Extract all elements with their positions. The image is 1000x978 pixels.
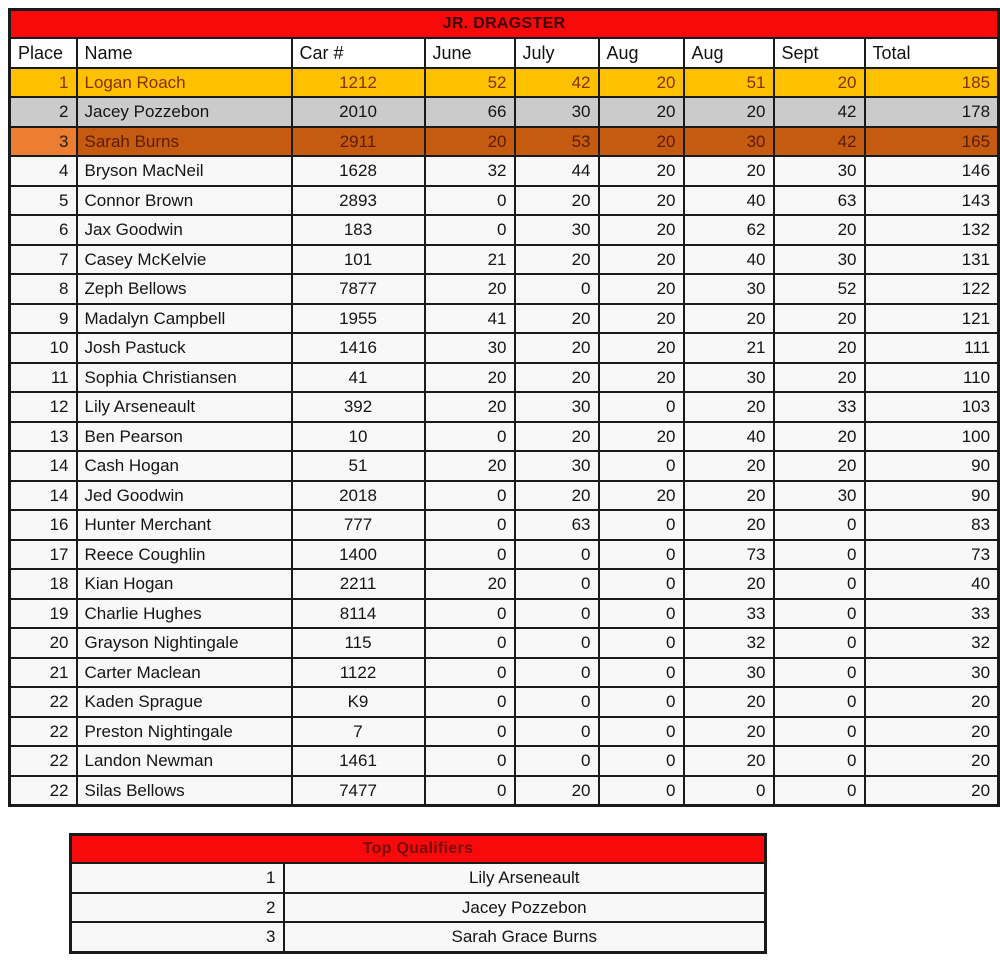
score-cell-july: 30	[515, 215, 599, 245]
table-row	[10, 628, 999, 658]
score-cell-sept: 0	[774, 687, 865, 717]
place-cell: 16	[10, 510, 77, 540]
table-row	[10, 599, 999, 629]
car-number-cell: 2893	[292, 186, 425, 216]
name-cell: Sarah Burns	[77, 127, 292, 157]
score-cell-sept: 30	[774, 245, 865, 275]
place-cell: 17	[10, 540, 77, 570]
name-cell: Lily Arseneault	[77, 392, 292, 422]
score-cell-aug2: 32	[684, 628, 774, 658]
score-cell-aug2: 62	[684, 215, 774, 245]
total-cell: 110	[865, 363, 999, 393]
total-cell: 131	[865, 245, 999, 275]
place-cell: 8	[10, 274, 77, 304]
score-cell-july: 30	[515, 97, 599, 127]
column-header: Place	[10, 38, 77, 68]
score-cell-june: 32	[425, 156, 515, 186]
score-cell-june: 20	[425, 363, 515, 393]
score-cell-aug1: 0	[599, 599, 684, 629]
name-cell: Jax Goodwin	[77, 215, 292, 245]
total-cell: 90	[865, 481, 999, 511]
table-title: JR. DRAGSTER	[10, 10, 999, 39]
place-cell: 2	[10, 97, 77, 127]
name-cell: Silas Bellows	[77, 776, 292, 806]
column-header: June	[425, 38, 515, 68]
table-row	[10, 422, 999, 452]
score-cell-july: 20	[515, 304, 599, 334]
score-cell-aug2: 20	[684, 304, 774, 334]
score-cell-aug2: 33	[684, 599, 774, 629]
name-cell: Zeph Bellows	[77, 274, 292, 304]
score-cell-aug1: 20	[599, 215, 684, 245]
car-number-cell: 7	[292, 717, 425, 747]
car-number-cell: 1628	[292, 156, 425, 186]
place-cell: 4	[10, 156, 77, 186]
table-row	[10, 156, 999, 186]
place-cell: 6	[10, 215, 77, 245]
score-cell-sept: 20	[774, 215, 865, 245]
table-row	[10, 363, 999, 393]
score-cell-july: 0	[515, 746, 599, 776]
table-row	[10, 304, 999, 334]
score-cell-aug1: 0	[599, 658, 684, 688]
place-cell: 20	[10, 628, 77, 658]
score-cell-aug2: 40	[684, 245, 774, 275]
car-number-cell: 8114	[292, 599, 425, 629]
score-cell-july: 63	[515, 510, 599, 540]
column-header: Aug	[599, 38, 684, 68]
score-cell-july: 0	[515, 687, 599, 717]
car-number-cell: K9	[292, 687, 425, 717]
column-header: July	[515, 38, 599, 68]
qualifiers-title-row	[71, 835, 766, 864]
table-row	[10, 510, 999, 540]
score-cell-june: 0	[425, 215, 515, 245]
score-cell-sept: 42	[774, 97, 865, 127]
total-cell: 111	[865, 333, 999, 363]
qualifier-rank-cell: 2	[71, 893, 284, 923]
total-cell: 146	[865, 156, 999, 186]
score-cell-sept: 20	[774, 422, 865, 452]
total-cell: 20	[865, 717, 999, 747]
score-cell-aug2: 20	[684, 97, 774, 127]
score-cell-aug2: 0	[684, 776, 774, 806]
score-cell-sept: 0	[774, 510, 865, 540]
score-cell-july: 20	[515, 776, 599, 806]
score-cell-june: 52	[425, 68, 515, 98]
score-cell-aug1: 0	[599, 746, 684, 776]
place-cell: 19	[10, 599, 77, 629]
score-cell-june: 0	[425, 540, 515, 570]
name-cell: Cash Hogan	[77, 451, 292, 481]
score-cell-july: 0	[515, 274, 599, 304]
name-cell: Madalyn Campbell	[77, 304, 292, 334]
table-row	[10, 717, 999, 747]
car-number-cell: 183	[292, 215, 425, 245]
score-cell-aug1: 20	[599, 333, 684, 363]
score-cell-aug1: 0	[599, 717, 684, 747]
total-cell: 178	[865, 97, 999, 127]
car-number-cell: 2911	[292, 127, 425, 157]
score-cell-june: 20	[425, 451, 515, 481]
name-cell: Ben Pearson	[77, 422, 292, 452]
score-cell-sept: 0	[774, 717, 865, 747]
name-cell: Reece Coughlin	[77, 540, 292, 570]
score-cell-aug2: 73	[684, 540, 774, 570]
total-cell: 40	[865, 569, 999, 599]
score-cell-sept: 0	[774, 746, 865, 776]
score-cell-aug1: 20	[599, 186, 684, 216]
car-number-cell: 10	[292, 422, 425, 452]
name-cell: Connor Brown	[77, 186, 292, 216]
qualifier-name-cell: Lily Arseneault	[284, 863, 766, 893]
score-cell-aug2: 20	[684, 156, 774, 186]
car-number-cell: 7477	[292, 776, 425, 806]
car-number-cell: 1400	[292, 540, 425, 570]
table-row	[10, 97, 999, 127]
score-cell-aug1: 20	[599, 156, 684, 186]
table-row	[10, 245, 999, 275]
car-number-cell: 7877	[292, 274, 425, 304]
car-number-cell: 2018	[292, 481, 425, 511]
score-cell-aug2: 40	[684, 186, 774, 216]
score-cell-aug1: 20	[599, 97, 684, 127]
title-row	[10, 10, 999, 39]
score-cell-aug1: 20	[599, 481, 684, 511]
standings-table	[8, 8, 1000, 807]
place-cell: 18	[10, 569, 77, 599]
score-cell-sept: 0	[774, 569, 865, 599]
score-cell-aug2: 20	[684, 717, 774, 747]
name-cell: Jed Goodwin	[77, 481, 292, 511]
score-cell-sept: 33	[774, 392, 865, 422]
qualifier-row	[71, 863, 766, 893]
score-cell-sept: 20	[774, 68, 865, 98]
score-cell-june: 66	[425, 97, 515, 127]
place-cell: 22	[10, 776, 77, 806]
name-cell: Bryson MacNeil	[77, 156, 292, 186]
score-cell-aug2: 20	[684, 687, 774, 717]
score-cell-aug2: 20	[684, 392, 774, 422]
score-cell-aug1: 0	[599, 776, 684, 806]
car-number-cell: 1122	[292, 658, 425, 688]
name-cell: Casey McKelvie	[77, 245, 292, 275]
name-cell: Charlie Hughes	[77, 599, 292, 629]
table-row	[10, 569, 999, 599]
table-row	[10, 746, 999, 776]
table-row	[10, 274, 999, 304]
score-cell-july: 0	[515, 540, 599, 570]
score-cell-aug1: 0	[599, 392, 684, 422]
name-cell: Preston Nightingale	[77, 717, 292, 747]
score-cell-aug2: 30	[684, 127, 774, 157]
total-cell: 143	[865, 186, 999, 216]
score-cell-aug2: 20	[684, 746, 774, 776]
score-cell-july: 42	[515, 68, 599, 98]
score-cell-july: 0	[515, 569, 599, 599]
place-cell: 21	[10, 658, 77, 688]
table-row	[10, 127, 999, 157]
place-cell: 9	[10, 304, 77, 334]
place-cell: 14	[10, 451, 77, 481]
score-cell-sept: 42	[774, 127, 865, 157]
table-row	[10, 215, 999, 245]
score-cell-july: 0	[515, 628, 599, 658]
score-cell-july: 20	[515, 186, 599, 216]
place-cell: 7	[10, 245, 77, 275]
score-cell-aug1: 20	[599, 422, 684, 452]
car-number-cell: 101	[292, 245, 425, 275]
column-header: Name	[77, 38, 292, 68]
qualifier-row	[71, 893, 766, 923]
place-cell: 3	[10, 127, 77, 157]
score-cell-sept: 0	[774, 776, 865, 806]
score-cell-july: 20	[515, 481, 599, 511]
score-cell-july: 20	[515, 333, 599, 363]
score-cell-sept: 20	[774, 333, 865, 363]
car-number-cell: 51	[292, 451, 425, 481]
score-cell-aug1: 20	[599, 304, 684, 334]
total-cell: 30	[865, 658, 999, 688]
score-cell-june: 20	[425, 392, 515, 422]
score-cell-aug2: 51	[684, 68, 774, 98]
score-cell-june: 0	[425, 746, 515, 776]
total-cell: 185	[865, 68, 999, 98]
car-number-cell: 777	[292, 510, 425, 540]
total-cell: 132	[865, 215, 999, 245]
score-cell-aug2: 30	[684, 363, 774, 393]
score-cell-june: 20	[425, 569, 515, 599]
score-cell-sept: 0	[774, 599, 865, 629]
score-cell-aug1: 0	[599, 628, 684, 658]
score-cell-aug2: 40	[684, 422, 774, 452]
table-row	[10, 392, 999, 422]
column-header: Car #	[292, 38, 425, 68]
score-cell-aug2: 20	[684, 451, 774, 481]
score-cell-july: 20	[515, 245, 599, 275]
name-cell: Logan Roach	[77, 68, 292, 98]
qualifier-row	[71, 922, 766, 952]
column-header: Total	[865, 38, 999, 68]
column-header: Aug	[684, 38, 774, 68]
place-cell: 14	[10, 481, 77, 511]
score-cell-sept: 0	[774, 540, 865, 570]
qualifier-name-cell: Jacey Pozzebon	[284, 893, 766, 923]
header-row	[10, 38, 999, 68]
table-row	[10, 333, 999, 363]
total-cell: 20	[865, 687, 999, 717]
table-row	[10, 451, 999, 481]
score-cell-june: 0	[425, 717, 515, 747]
score-cell-aug2: 20	[684, 569, 774, 599]
score-cell-aug1: 20	[599, 363, 684, 393]
score-cell-june: 0	[425, 186, 515, 216]
score-cell-july: 44	[515, 156, 599, 186]
car-number-cell: 2010	[292, 97, 425, 127]
car-number-cell: 1212	[292, 68, 425, 98]
score-cell-aug1: 20	[599, 274, 684, 304]
score-cell-aug1: 20	[599, 127, 684, 157]
score-cell-aug1: 0	[599, 569, 684, 599]
score-cell-june: 0	[425, 776, 515, 806]
column-header: Sept	[774, 38, 865, 68]
score-cell-june: 0	[425, 687, 515, 717]
place-cell: 22	[10, 717, 77, 747]
score-cell-aug2: 30	[684, 274, 774, 304]
qualifiers-title: Top Qualifiers	[71, 835, 766, 864]
score-cell-july: 0	[515, 599, 599, 629]
name-cell: Kaden Sprague	[77, 687, 292, 717]
score-cell-sept: 20	[774, 451, 865, 481]
total-cell: 121	[865, 304, 999, 334]
score-cell-june: 0	[425, 658, 515, 688]
qualifier-rank-cell: 1	[71, 863, 284, 893]
qualifier-rank-cell: 3	[71, 922, 284, 952]
score-cell-aug1: 0	[599, 540, 684, 570]
place-cell: 22	[10, 687, 77, 717]
total-cell: 165	[865, 127, 999, 157]
place-cell: 11	[10, 363, 77, 393]
car-number-cell: 115	[292, 628, 425, 658]
score-cell-aug2: 20	[684, 481, 774, 511]
score-cell-aug2: 20	[684, 510, 774, 540]
table-row	[10, 776, 999, 806]
total-cell: 73	[865, 540, 999, 570]
car-number-cell: 2211	[292, 569, 425, 599]
place-cell: 5	[10, 186, 77, 216]
place-cell: 12	[10, 392, 77, 422]
score-cell-june: 21	[425, 245, 515, 275]
score-cell-sept: 52	[774, 274, 865, 304]
car-number-cell: 392	[292, 392, 425, 422]
place-cell: 10	[10, 333, 77, 363]
score-cell-june: 41	[425, 304, 515, 334]
table-row	[10, 481, 999, 511]
score-cell-sept: 0	[774, 658, 865, 688]
name-cell: Hunter Merchant	[77, 510, 292, 540]
score-cell-july: 30	[515, 392, 599, 422]
score-cell-july: 20	[515, 422, 599, 452]
score-cell-june: 0	[425, 481, 515, 511]
score-cell-june: 20	[425, 274, 515, 304]
score-cell-july: 53	[515, 127, 599, 157]
score-cell-sept: 20	[774, 304, 865, 334]
total-cell: 20	[865, 746, 999, 776]
qualifiers-table	[69, 833, 767, 954]
table-row	[10, 540, 999, 570]
place-cell: 22	[10, 746, 77, 776]
qualifier-name-cell: Sarah Grace Burns	[284, 922, 766, 952]
name-cell: Carter Maclean	[77, 658, 292, 688]
table-row	[10, 658, 999, 688]
score-cell-aug1: 0	[599, 687, 684, 717]
table-row	[10, 687, 999, 717]
name-cell: Grayson Nightingale	[77, 628, 292, 658]
table-row	[10, 186, 999, 216]
score-cell-aug1: 20	[599, 245, 684, 275]
name-cell: Josh Pastuck	[77, 333, 292, 363]
score-cell-june: 30	[425, 333, 515, 363]
score-cell-aug2: 21	[684, 333, 774, 363]
car-number-cell: 1416	[292, 333, 425, 363]
total-cell: 33	[865, 599, 999, 629]
score-cell-aug1: 0	[599, 510, 684, 540]
score-cell-aug1: 20	[599, 68, 684, 98]
name-cell: Kian Hogan	[77, 569, 292, 599]
place-cell: 13	[10, 422, 77, 452]
car-number-cell: 1955	[292, 304, 425, 334]
car-number-cell: 1461	[292, 746, 425, 776]
score-cell-july: 0	[515, 717, 599, 747]
car-number-cell: 41	[292, 363, 425, 393]
total-cell: 20	[865, 776, 999, 806]
score-cell-july: 30	[515, 451, 599, 481]
score-cell-aug1: 0	[599, 451, 684, 481]
score-cell-june: 0	[425, 510, 515, 540]
total-cell: 83	[865, 510, 999, 540]
table-row	[10, 68, 999, 98]
score-cell-sept: 30	[774, 156, 865, 186]
score-cell-sept: 63	[774, 186, 865, 216]
score-cell-june: 0	[425, 628, 515, 658]
place-cell: 1	[10, 68, 77, 98]
total-cell: 100	[865, 422, 999, 452]
score-cell-july: 20	[515, 363, 599, 393]
score-cell-june: 0	[425, 422, 515, 452]
score-cell-sept: 30	[774, 481, 865, 511]
name-cell: Jacey Pozzebon	[77, 97, 292, 127]
score-cell-july: 0	[515, 658, 599, 688]
total-cell: 90	[865, 451, 999, 481]
score-cell-aug2: 30	[684, 658, 774, 688]
score-cell-sept: 0	[774, 628, 865, 658]
score-cell-sept: 20	[774, 363, 865, 393]
name-cell: Landon Newman	[77, 746, 292, 776]
score-cell-june: 0	[425, 599, 515, 629]
name-cell: Sophia Christiansen	[77, 363, 292, 393]
total-cell: 103	[865, 392, 999, 422]
score-cell-june: 20	[425, 127, 515, 157]
total-cell: 122	[865, 274, 999, 304]
total-cell: 32	[865, 628, 999, 658]
